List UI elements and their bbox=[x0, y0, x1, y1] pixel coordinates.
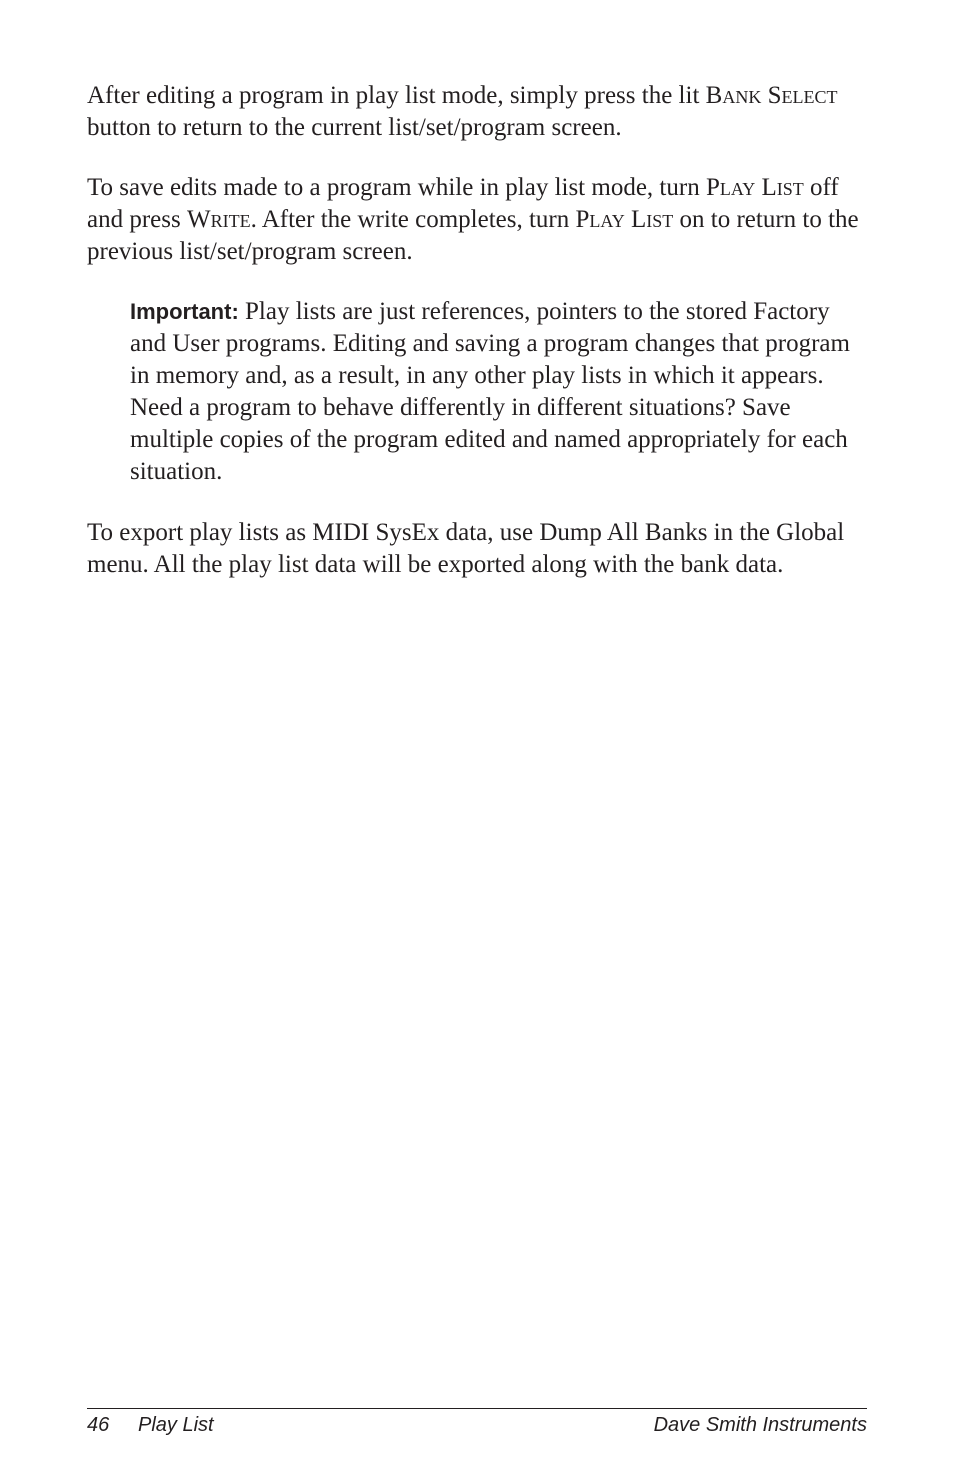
paragraph-bank-select bbox=[87, 80, 867, 144]
bank-select-label: Bank Select bbox=[705, 82, 838, 109]
text-run: After editing a program in play list mode, simply press the lit bbox=[87, 82, 706, 109]
text-run: on to return to the previous list/set/program screen. bbox=[87, 206, 859, 265]
section-title: Play List bbox=[138, 1414, 214, 1436]
paragraph-export: To export play lists as MIDI SysEx data, use Dump All Banks in the Global menu. All the play list data will be exported along with the bank data. bbox=[87, 519, 845, 578]
play-list-label: Play List bbox=[705, 174, 804, 201]
important-label: Important: bbox=[130, 299, 239, 324]
company-name: Dave Smith Instruments bbox=[653, 1414, 867, 1436]
important-text: Play lists are just references, pointers to the stored Factory and User programs. Editing and saving a program changes that program in memory and, as a result, in any other play lists in which it appears. Need a program to behave differently in different situations? Save multiple copies of the program edited and named appropriately for each situation. bbox=[130, 298, 850, 485]
footer-divider bbox=[87, 1408, 867, 1409]
text-run: off and press bbox=[87, 174, 839, 233]
text-run: . After the write completes, turn bbox=[250, 206, 576, 233]
page-footer bbox=[87, 1412, 867, 1438]
page-number: 46 bbox=[87, 1414, 110, 1436]
text-run: button to return to the current list/set/program screen. bbox=[87, 114, 622, 141]
important-note bbox=[130, 296, 870, 488]
play-list-label: Play List bbox=[575, 206, 674, 233]
text-run: To save edits made to a program while in play list mode, turn bbox=[87, 174, 706, 201]
paragraph-save-edits bbox=[87, 172, 867, 268]
write-label: Write bbox=[186, 206, 251, 233]
